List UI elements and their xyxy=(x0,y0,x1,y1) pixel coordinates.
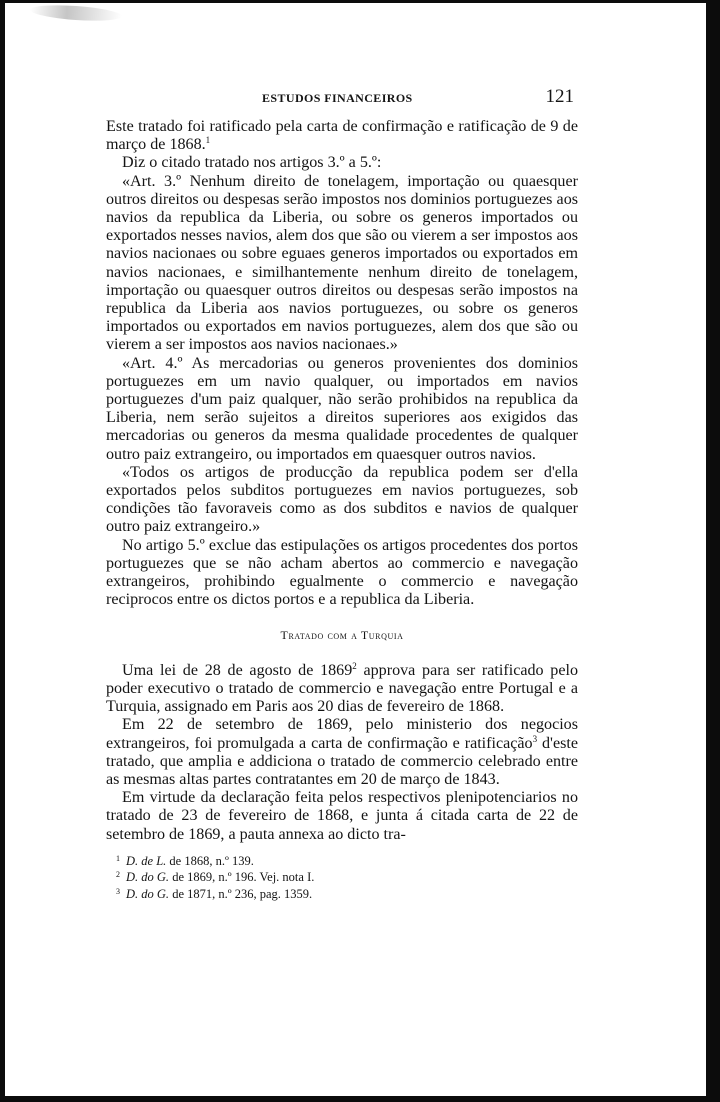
page-header xyxy=(106,86,578,112)
footnotes xyxy=(116,852,578,902)
footnote: $^2$ D. do G. de 1869, n.º 196. Vej. nota I. xyxy=(116,870,315,885)
scan-border-right xyxy=(706,0,720,1102)
footnote-ref: 1 xyxy=(205,135,211,146)
paragraph-intro: Diz o citado tratado nos artigos 3.º a 5.º: xyxy=(122,154,382,172)
book-page xyxy=(106,86,578,901)
paragraph-art5: No artigo 5.º exclue das estipulações os artigos procedentes dos portos portuguezes que se não acham abertos ao commercio e navegação extrangeiros, prohibindo egualmente o commercio e navegação reciprocos entre os dictos portos e a republica da Liberia. xyxy=(106,536,578,609)
footnote-ref: 3 xyxy=(532,733,538,744)
paragraph-promulgation: Em 22 de setembro de 1869, pelo ministerio dos negocios extrangeiros, foi promulgada a carta de confirmação e ratificação$^3$ d'este tratado, que amplia e addiciona o tratado de commercio celebrado entre as mesmas altas partes contratantes em 20 de março de 1843. xyxy=(106,716,578,788)
paragraph-ratification: Este tratado foi ratificado pela carta de confirmação e ratificação de 9 de março de 1868.$^1$ xyxy=(106,118,578,154)
paragraph-art4: «Art. 4.º As mercadorias ou generos provenientes dos dominios portuguezes em um navio qualquer, ou importados em navios portuguezes d'um paiz qualquer, não serão prohibidos na republica da Liberia, nem serão sujeitos a direitos superiores aos exigidos das mercadorias ou generos da mesma qualidade procedentes de qualquer outro paiz extrangeiro, ou importados em quaesquer outros navios. xyxy=(106,354,578,463)
paragraph-products: «Todos os artigos de producção da republica podem ser d'ella exportados pelos subditos portuguezes em navios portuguezes, sob condições tão favoraveis como as dos subditos e navios de qualquer outro paiz extrangeiro.» xyxy=(106,463,578,536)
scan-smudge xyxy=(30,3,123,23)
paragraph-law: Uma lei de 28 de agosto de 1869$^2$ approva para ser ratificado pelo poder executivo o tratado de commercio e navegação entre Portugal e a Turquia, assignado em Paris aos 20 dias de fevereiro de 1868. xyxy=(106,660,579,716)
running-head: ESTUDOS FINANCEIROS xyxy=(262,91,413,105)
scan-border-top xyxy=(0,0,720,3)
footnote-ref: 2 xyxy=(352,660,357,671)
section-title: Tratado com a Turquia xyxy=(280,628,404,643)
footnote: $^3$ D. do G. de 1871, n.º 236, pag. 1359. xyxy=(116,886,313,901)
footnote: $^1$ D. de L. de 1868, n.º 139. xyxy=(116,853,254,868)
paragraph-art3: «Art. 3.º Nenhum direito de tonelagem, importação ou quaesquer outros direitos ou despesas serão impostos nos dominios portuguezes aos navios da republica da Liberia, ou sobre os generos importados ou exportados nesses navios, alem dos que são ou vierem a ser impostos aos navios nacionaes ou sobre eguaes generos importados ou exportados em navios nacionaes, e similhantemente nenhum direito de tonelagem, importação ou quaesquer outros direitos ou despesas serão impostos na republica da Liberia aos navios portuguezes, ou sobre os generos importados ou exportados em navios portuguezes, alem dos que são ou vierem a ser impostos aos navios nacionaes.» xyxy=(106,172,578,354)
paragraph-declaration: Em virtude da declaração feita pelos respectivos plenipotenciarios no tratado de 23 de fevereiro de 1868, e junta á citada carta de 22 de setembro de 1869, a pauta annexa ao dicto tra- xyxy=(106,789,578,843)
main-text xyxy=(106,118,578,844)
scan-border-bottom xyxy=(0,1096,720,1102)
page-number: 121 xyxy=(545,86,574,107)
scan-border-left xyxy=(0,0,5,1102)
